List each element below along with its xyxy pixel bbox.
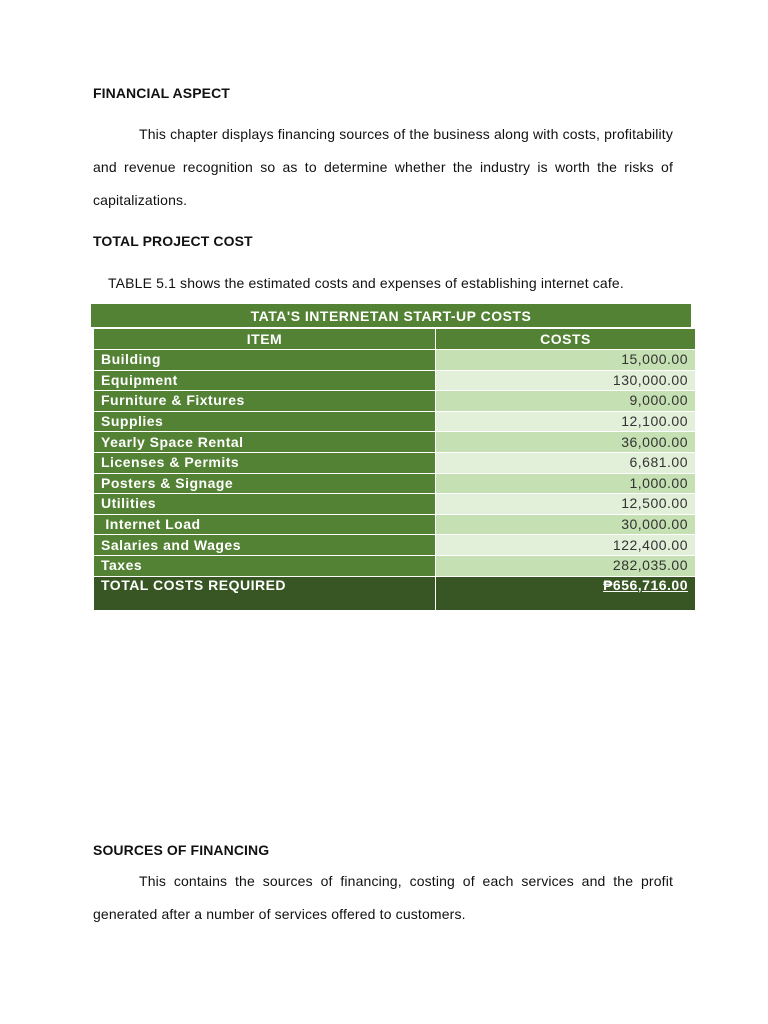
cost-cell: 12,500.00 xyxy=(436,494,696,515)
table-row xyxy=(94,494,696,515)
table-row xyxy=(94,432,696,453)
table-row xyxy=(94,452,696,473)
item-cell: Equipment xyxy=(94,370,436,391)
item-cell: Utilities xyxy=(94,494,436,515)
table-caption: TABLE 5.1 shows the estimated costs and expenses of establishing internet cafe. xyxy=(108,275,624,291)
total-label: TOTAL COSTS REQUIRED xyxy=(94,576,436,610)
costs-column-header: COSTS xyxy=(436,329,696,350)
item-column-header: ITEM xyxy=(94,329,436,350)
item-cell: Posters & Signage xyxy=(94,473,436,494)
item-cell: Furniture & Fixtures xyxy=(94,391,436,412)
sources-of-financing-heading: SOURCES OF FINANCING xyxy=(93,842,270,858)
cost-cell: 122,400.00 xyxy=(436,535,696,556)
financial-aspect-heading: FINANCIAL ASPECT xyxy=(93,85,230,101)
cost-cell: 9,000.00 xyxy=(436,391,696,412)
item-cell: Salaries and Wages xyxy=(94,535,436,556)
total-row xyxy=(94,576,696,610)
total-value: ₱656,716.00 xyxy=(436,576,696,610)
cost-cell: 130,000.00 xyxy=(436,370,696,391)
table-row xyxy=(94,473,696,494)
total-project-cost-heading: TOTAL PROJECT COST xyxy=(93,233,253,249)
cost-cell: 1,000.00 xyxy=(436,473,696,494)
table-row xyxy=(94,370,696,391)
table-row xyxy=(94,555,696,576)
cost-cell: 6,681.00 xyxy=(436,452,696,473)
cost-cell: 282,035.00 xyxy=(436,555,696,576)
sources-of-financing-paragraph: This contains the sources of financing, costing of each services and the profit generated after a number of services offered to customers. xyxy=(93,873,673,922)
startup-costs-table xyxy=(93,328,696,611)
cost-cell: 12,100.00 xyxy=(436,411,696,432)
table-row xyxy=(94,535,696,556)
financial-aspect-paragraph: This chapter displays financing sources of the business along with costs, profitability and revenue recognition so as to determine whether the industry is worth the risks of capitalizations. xyxy=(93,126,673,208)
table-title: TATA'S INTERNETAN START-UP COSTS xyxy=(90,303,692,328)
table-row xyxy=(94,350,696,371)
item-cell: Licenses & Permits xyxy=(94,452,436,473)
table-row xyxy=(94,391,696,412)
item-cell: Building xyxy=(94,350,436,371)
item-cell: Yearly Space Rental xyxy=(94,432,436,453)
table-header-row xyxy=(94,329,696,350)
table-row xyxy=(94,411,696,432)
item-cell: Taxes xyxy=(94,555,436,576)
cost-cell: 15,000.00 xyxy=(436,350,696,371)
item-cell: Supplies xyxy=(94,411,436,432)
cost-cell: 36,000.00 xyxy=(436,432,696,453)
cost-cell: 30,000.00 xyxy=(436,514,696,535)
item-cell: Internet Load xyxy=(94,514,436,535)
table-row xyxy=(94,514,696,535)
